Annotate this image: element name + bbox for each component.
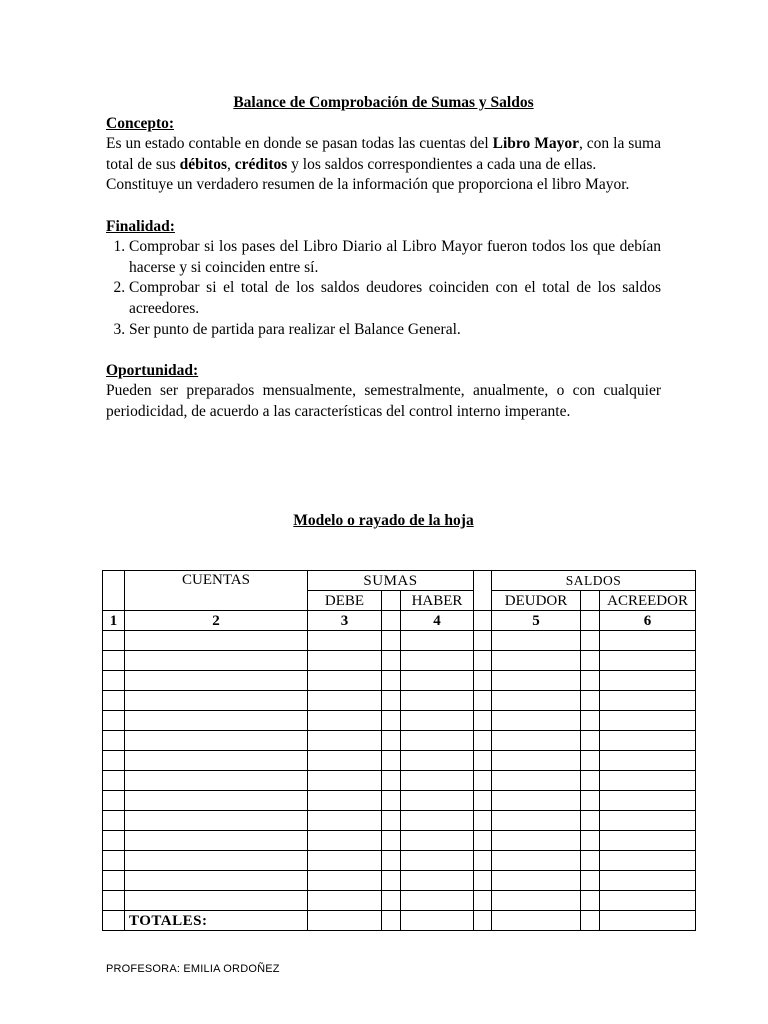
table-cell[interactable] [382, 711, 401, 731]
table-cell[interactable] [474, 731, 492, 751]
table-cell[interactable] [492, 731, 581, 751]
table-row [103, 711, 696, 731]
table-cell[interactable] [600, 851, 696, 871]
libro-mayor-bold: Libro Mayor [492, 135, 579, 153]
table-row [103, 771, 696, 791]
table-cell[interactable] [401, 891, 474, 911]
table-cell[interactable] [474, 851, 492, 871]
table-cell[interactable] [474, 891, 492, 911]
col-number-2: 2 [125, 611, 308, 631]
table-cell[interactable] [401, 751, 474, 771]
table-cell[interactable] [125, 871, 308, 891]
concepto-paragraph-2: Constituye un verdadero resumen de la información que proporciona el libro Mayor. [106, 176, 630, 194]
table-cell[interactable] [382, 891, 401, 911]
table-cell[interactable] [382, 651, 401, 671]
table-cell[interactable] [401, 671, 474, 691]
table-cell[interactable] [600, 791, 696, 811]
table-cell[interactable] [600, 811, 696, 831]
table-cell[interactable] [474, 871, 492, 891]
table-cell[interactable] [103, 711, 125, 731]
table-cell[interactable] [600, 911, 696, 931]
table-cell[interactable] [308, 831, 382, 851]
finalidad-list [106, 237, 661, 340]
table-cell[interactable] [492, 871, 581, 891]
table-cell[interactable] [125, 851, 308, 871]
totales-label: TOTALES: [125, 911, 308, 931]
table-cell[interactable] [382, 851, 401, 871]
concepto-paragraph [106, 134, 661, 175]
table-cell[interactable] [308, 851, 382, 871]
table-cell[interactable] [308, 791, 382, 811]
table-cell[interactable] [382, 671, 401, 691]
table-cell[interactable] [474, 911, 492, 931]
table-cell[interactable] [492, 691, 581, 711]
table-cell[interactable] [600, 651, 696, 671]
table-cell[interactable] [492, 851, 581, 871]
table-cell[interactable] [600, 751, 696, 771]
table-cell[interactable] [382, 911, 401, 931]
table-cell[interactable] [600, 711, 696, 731]
table-cell[interactable] [308, 691, 382, 711]
table-row [103, 691, 696, 711]
table-cell[interactable] [125, 811, 308, 831]
concepto-heading: Concepto: [106, 114, 175, 132]
table-header-row [103, 571, 696, 591]
header-debe: DEBE [308, 591, 382, 611]
table-cell[interactable] [474, 771, 492, 791]
table-cell[interactable] [581, 691, 600, 711]
table-cell[interactable] [492, 831, 581, 851]
table-cell[interactable] [103, 691, 125, 711]
table-cell[interactable] [474, 751, 492, 771]
col-number-3: 3 [308, 611, 382, 631]
table-cell[interactable] [492, 751, 581, 771]
table-cell[interactable] [581, 911, 600, 931]
table-cell[interactable] [308, 891, 382, 911]
table-cell[interactable] [474, 671, 492, 691]
list-item: 1. Comprobar si los pases del Libro Diario al Libro Mayor fueron todos los que debían hacerse y si coinciden entre sí. [129, 237, 661, 278]
table-cell[interactable] [103, 631, 125, 651]
table-cell[interactable] [401, 811, 474, 831]
table-cell [581, 611, 600, 631]
table-row [103, 751, 696, 771]
table-row [103, 851, 696, 871]
table-cell [382, 611, 401, 631]
table-cell[interactable] [492, 671, 581, 691]
table-row [103, 671, 696, 691]
col-number-6: 6 [600, 611, 696, 631]
table-cell[interactable] [581, 871, 600, 891]
table-cell[interactable] [581, 851, 600, 871]
table-cell[interactable] [382, 831, 401, 851]
table-cell[interactable] [308, 771, 382, 791]
header-acreedor: ACREEDOR [600, 591, 696, 611]
finalidad-heading: Finalidad: [106, 217, 175, 235]
table-row [103, 791, 696, 811]
table-row [103, 731, 696, 751]
table-cell[interactable] [492, 891, 581, 911]
table-cell[interactable] [308, 871, 382, 891]
table-cell[interactable] [308, 751, 382, 771]
table-cell[interactable] [103, 831, 125, 851]
table-cell[interactable] [581, 811, 600, 831]
table-cell[interactable] [401, 831, 474, 851]
model-title: Modelo o rayado de la hoja [293, 512, 474, 529]
header-blank [103, 571, 125, 611]
table-cell[interactable] [600, 891, 696, 911]
header-spacer [474, 591, 492, 611]
table-cell[interactable] [125, 691, 308, 711]
table-cell[interactable] [474, 811, 492, 831]
table-cell[interactable] [401, 651, 474, 671]
table-cell[interactable] [125, 731, 308, 751]
header-haber: HABER [401, 591, 474, 611]
table-cell[interactable] [581, 891, 600, 911]
table-cell[interactable] [474, 691, 492, 711]
col-number-1: 1 [103, 611, 125, 631]
table-cell[interactable] [382, 871, 401, 891]
table-cell[interactable] [581, 731, 600, 751]
table-cell[interactable] [125, 711, 308, 731]
header-deudor: DEUDOR [492, 591, 581, 611]
table-cell[interactable] [382, 691, 401, 711]
table-cell[interactable] [581, 831, 600, 851]
header-cuentas: CUENTAS [125, 571, 308, 611]
table-cell[interactable] [492, 911, 581, 931]
table-cell[interactable] [103, 871, 125, 891]
table-cell[interactable] [401, 731, 474, 751]
table-cell[interactable] [308, 631, 382, 651]
table-cell[interactable] [492, 811, 581, 831]
table-cell[interactable] [581, 791, 600, 811]
table-number-row [103, 611, 696, 631]
table-cell[interactable] [401, 631, 474, 651]
table-cell[interactable] [401, 771, 474, 791]
col-number-4: 4 [401, 611, 474, 631]
table-cell[interactable] [382, 751, 401, 771]
debitos-bold: débitos [179, 155, 227, 173]
table-cell[interactable] [308, 651, 382, 671]
table-row [103, 811, 696, 831]
table-cell[interactable] [581, 771, 600, 791]
table-cell[interactable] [125, 771, 308, 791]
table-cell[interactable] [103, 751, 125, 771]
table-cell[interactable] [581, 631, 600, 651]
page-title: Balance de Comprobación de Sumas y Saldos [233, 94, 534, 111]
col-number-5: 5 [492, 611, 581, 631]
table-cell[interactable] [474, 651, 492, 671]
table-cell[interactable] [492, 651, 581, 671]
table-cell[interactable] [125, 671, 308, 691]
concepto-text-3: , [227, 155, 235, 173]
table-cell[interactable] [401, 711, 474, 731]
table-cell[interactable] [382, 791, 401, 811]
table-cell[interactable] [600, 871, 696, 891]
table-cell[interactable] [492, 711, 581, 731]
table-cell[interactable] [401, 791, 474, 811]
table-cell[interactable] [382, 731, 401, 751]
table-row [103, 831, 696, 851]
table-cell[interactable] [103, 891, 125, 911]
oportunidad-paragraph: Pueden ser preparados mensualmente, semestralmente, anualmente, o con cualquier periodicidad, de acuerdo a las características del control interno imperante. [106, 382, 661, 420]
table-cell[interactable] [382, 771, 401, 791]
header-sumas: SUMAS [308, 571, 474, 591]
table-cell[interactable] [600, 731, 696, 751]
header-saldos: SALDOS [492, 571, 696, 591]
table-cell[interactable] [125, 651, 308, 671]
totals-row [103, 911, 696, 931]
table-cell[interactable] [308, 711, 382, 731]
table-cell[interactable] [600, 671, 696, 691]
footer-teacher: PROFESORA: EMILIA ORDOÑEZ [106, 963, 280, 975]
concepto-text-4: y los saldos correspondientes a cada una de ellas. [287, 155, 597, 173]
table-cell[interactable] [581, 651, 600, 671]
ledger-table [102, 570, 696, 931]
table-cell[interactable] [308, 911, 382, 931]
table-cell[interactable] [492, 791, 581, 811]
table-cell[interactable] [600, 831, 696, 851]
table-cell[interactable] [600, 691, 696, 711]
table-cell[interactable] [382, 631, 401, 651]
table-cell[interactable] [125, 791, 308, 811]
table-cell[interactable] [125, 751, 308, 771]
header-blank [581, 591, 600, 611]
table-cell[interactable] [308, 671, 382, 691]
table-cell[interactable] [600, 771, 696, 791]
table-cell[interactable] [103, 771, 125, 791]
creditos-bold: créditos [234, 155, 288, 173]
table-cell[interactable] [103, 731, 125, 751]
table-cell[interactable] [103, 791, 125, 811]
concepto-text-2: , con la suma total de sus [106, 135, 661, 173]
table-cell[interactable] [474, 791, 492, 811]
table-cell[interactable] [125, 831, 308, 851]
table-cell[interactable] [474, 831, 492, 851]
table-cell[interactable] [401, 871, 474, 891]
table-row [103, 891, 696, 911]
table-row [103, 871, 696, 891]
table-cell[interactable] [474, 711, 492, 731]
concepto-text-1: Es un estado contable en donde se pasan todas las cuentas del [106, 135, 493, 153]
table-cell[interactable] [103, 671, 125, 691]
header-blank [382, 591, 401, 611]
table-cell[interactable] [581, 751, 600, 771]
table-cell[interactable] [382, 811, 401, 831]
document-body [106, 93, 661, 529]
table-cell[interactable] [308, 811, 382, 831]
table-cell[interactable] [492, 771, 581, 791]
table-cell[interactable] [401, 851, 474, 871]
table-cell[interactable] [401, 691, 474, 711]
table-cell[interactable] [103, 851, 125, 871]
table-cell[interactable] [600, 631, 696, 651]
table-cell[interactable] [125, 631, 308, 651]
table-cell[interactable] [474, 631, 492, 651]
table-cell[interactable] [401, 911, 474, 931]
header-spacer [474, 571, 492, 591]
table-row [103, 631, 696, 651]
table-cell[interactable] [125, 891, 308, 911]
oportunidad-heading: Oportunidad: [106, 361, 199, 379]
list-item: 2. Comprobar si el total de los saldos deudores coinciden con el total de los saldos acreedores. [129, 278, 661, 319]
table-cell[interactable] [308, 731, 382, 751]
table-cell[interactable] [581, 711, 600, 731]
table-cell[interactable] [103, 911, 125, 931]
list-item: 3. Ser punto de partida para realizar el Balance General. [129, 320, 661, 341]
table-cell[interactable] [492, 631, 581, 651]
table-cell[interactable] [581, 671, 600, 691]
table-cell[interactable] [103, 811, 125, 831]
table-cell[interactable] [103, 651, 125, 671]
table-row [103, 651, 696, 671]
table-cell [474, 611, 492, 631]
